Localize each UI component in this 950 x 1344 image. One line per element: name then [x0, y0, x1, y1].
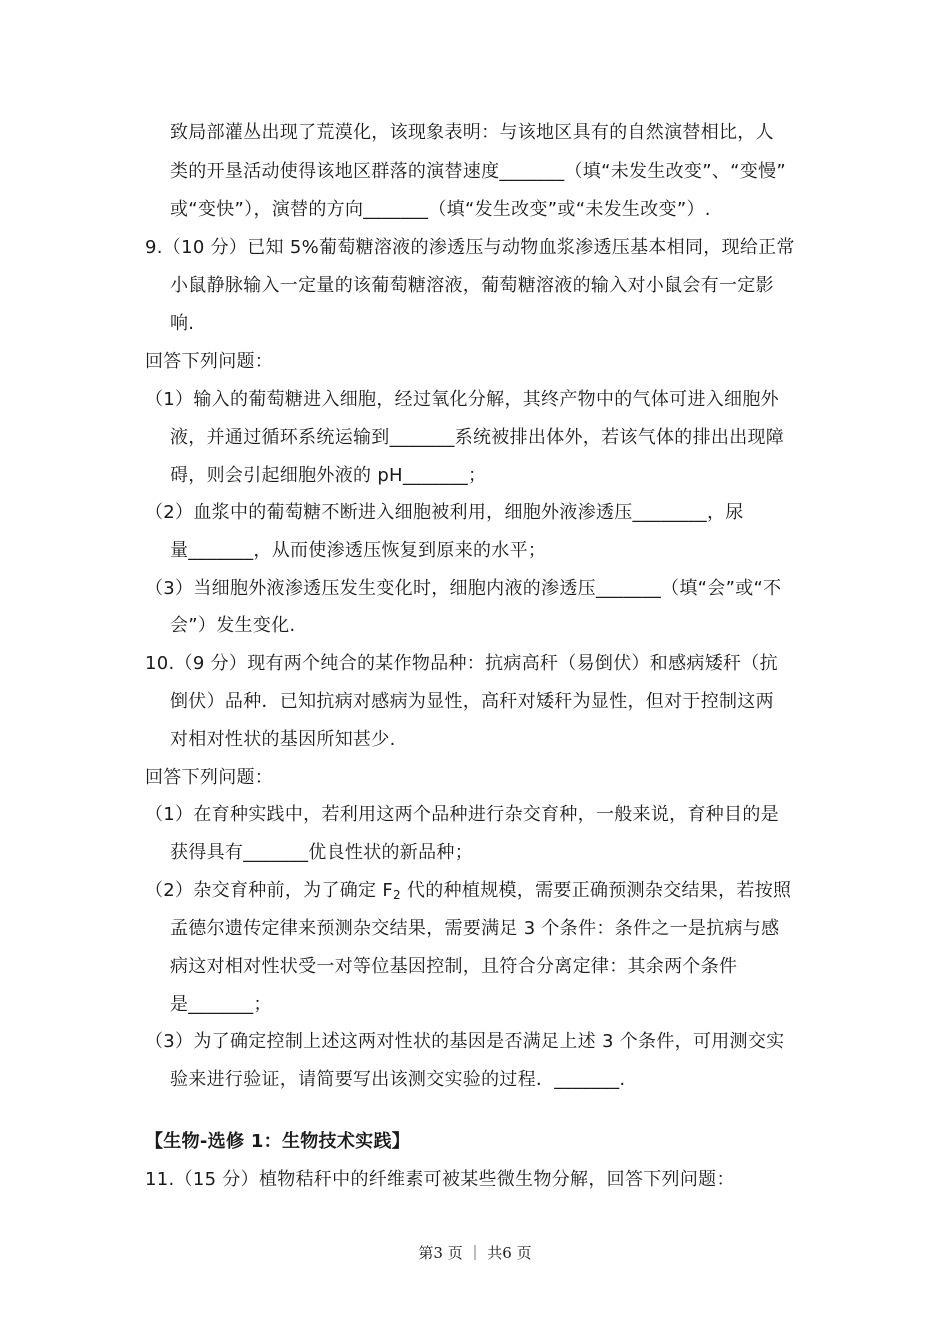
subscript: 2 — [393, 888, 401, 902]
text-line: 致局部灌丛出现了荒漠化，该现象表明：与该地区具有的自然演替相比，人 — [170, 122, 774, 143]
text-line: 是_______； — [170, 994, 272, 1015]
sub-question-line: （2）血浆中的葡萄糖不断进入细胞被利用，细胞外液渗透压________，尿 — [145, 502, 744, 523]
text-line: 对相对性状的基因所知甚少. — [170, 729, 396, 750]
sub-question-line: （1）在育种实践中，若利用这两个品种进行杂交育种，一般来说，育种目的是 — [145, 804, 779, 825]
page-footer: 第3 页 ｜ 共6 页 — [418, 1244, 532, 1262]
text-line: 量_______，从而使渗透压恢复到原来的水平； — [170, 540, 547, 561]
text-line: 响. — [170, 313, 195, 334]
text-line: 倒伏）品种．已知抗病对感病为显性，高秆对矮秆为显性，但对于控制这两 — [170, 691, 774, 712]
text-line: 病这对相对性状受一对等位基因控制，且符合分离定律：其余两个条件 — [170, 956, 738, 977]
text-line: 液，并通过循环系统运输到_______系统被排出体外，若该气体的排出出现障 — [170, 427, 785, 448]
sub-question-line: （3）当细胞外液渗透压发生变化时，细胞内液的渗透压_______（填“会”或“不 — [145, 578, 782, 599]
text-line: 获得具有_______优良性状的新品种； — [170, 842, 473, 863]
section-heading: 【生物-选修 1：生物技术实践】 — [145, 1131, 411, 1152]
question-10-line: 10.（9 分）现有两个纯合的某作物品种：抗病高秆（易倒伏）和感病矮秆（抗 — [145, 653, 778, 674]
sub-question-line — [145, 879, 791, 903]
text-line: 类的开垦活动使得该地区群落的演替速度_______（填“未发生改变”、“变慢” — [170, 161, 786, 182]
text-fragment: （2）杂交育种前，为了确定 F — [145, 880, 394, 901]
instruction-line: 回答下列问题： — [145, 767, 274, 788]
instruction-line: 回答下列问题： — [145, 351, 274, 372]
sub-question-line: （3）为了确定控制上述这两对性状的基因是否满足上述 3 个条件，可用测交实 — [145, 1031, 785, 1052]
text-line: 孟德尔遗传定律来预测杂交结果，需要满足 3 个条件：条件之一是抗病与感 — [170, 918, 780, 939]
text-line: 验来进行验证，请简要写出该测交实验的过程．_______. — [170, 1069, 626, 1090]
question-9-line: 9.（10 分）已知 5%葡萄糖溶液的渗透压与动物血浆渗透压基本相同，现给正常 — [145, 237, 795, 258]
text-line: 或“变快”），演替的方向_______（填“发生改变”或“未发生改变”）. — [170, 199, 711, 220]
question-11-line: 11.（15 分）植物秸秆中的纤维素可被某些微生物分解，回答下列问题： — [145, 1169, 735, 1190]
sub-question-line: （1）输入的葡萄糖进入细胞，经过氧化分解，其终产物中的气体可进入细胞外 — [145, 389, 779, 410]
text-fragment: 代的种植规模，需要正确预测杂交结果，若按照 — [400, 880, 792, 901]
text-line: 会”）发生变化. — [170, 615, 296, 636]
text-line: 碍，则会引起细胞外液的 pH_______； — [170, 465, 487, 486]
text-line: 小鼠静脉输入一定量的该葡萄糖溶液，葡萄糖溶液的输入对小鼠会有一定影 — [170, 275, 774, 296]
